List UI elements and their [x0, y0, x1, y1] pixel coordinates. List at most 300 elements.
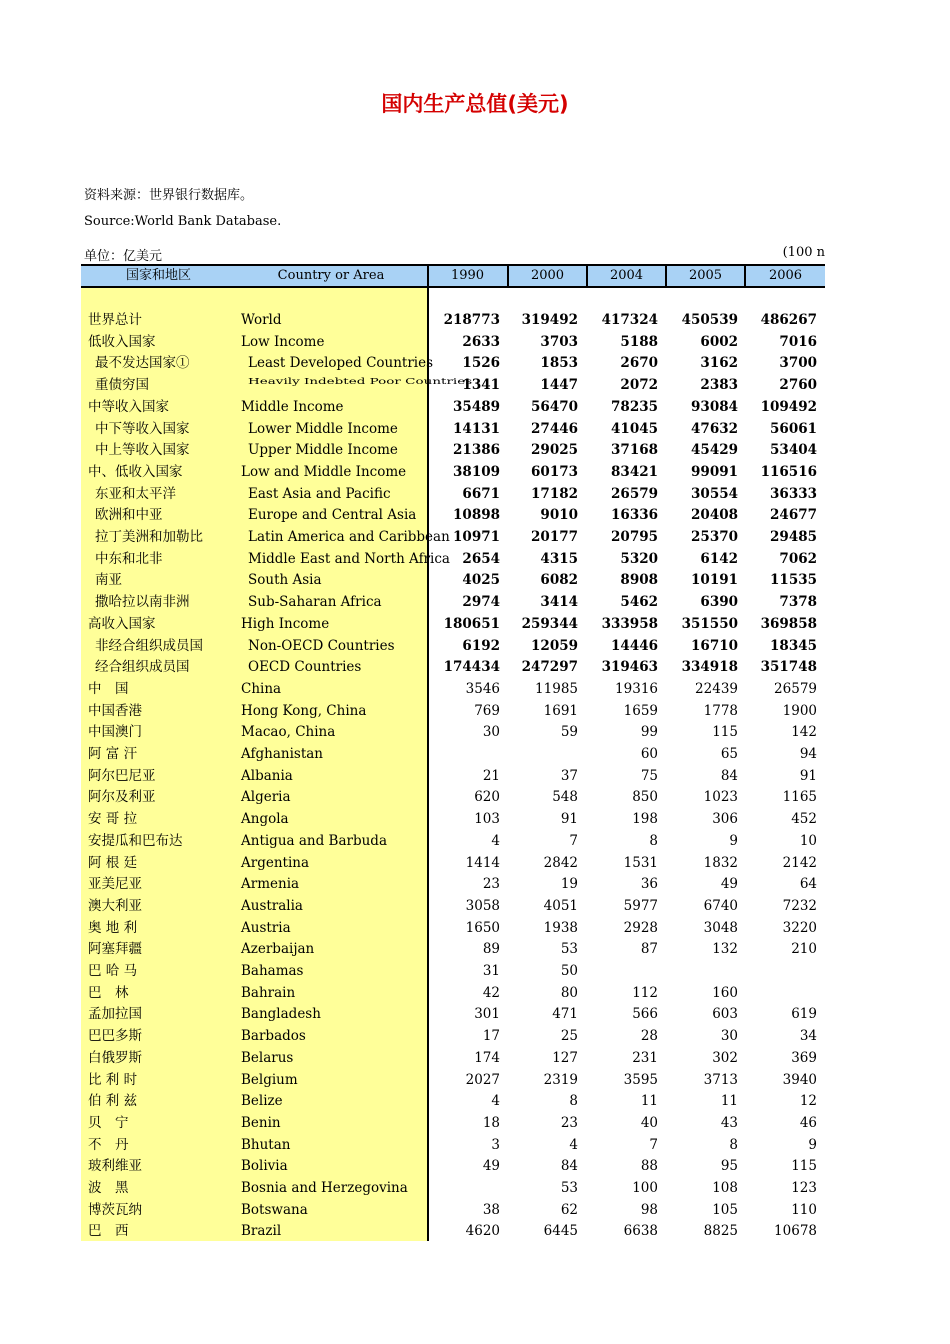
row-name-en: Belgium — [241, 1071, 298, 1088]
row-value-1990: 21386 — [453, 442, 500, 459]
table-row — [81, 831, 825, 852]
row-value-2006: 1165 — [782, 789, 817, 806]
row-value-2004: 100 — [632, 1180, 658, 1196]
row-name-en: Bahrain — [241, 984, 296, 1001]
row-value-2005: 115 — [712, 724, 738, 741]
row-value-2004: 2072 — [620, 377, 658, 394]
row-value-2005: 43 — [720, 1114, 738, 1131]
header-year-2000: 2000 — [530, 268, 565, 283]
row-value-2004: 198 — [632, 811, 658, 828]
table-row — [81, 1178, 825, 1199]
source-cn: 资料来源：世界银行数据库。 — [84, 188, 254, 203]
row-name-cn: 玻利维亚 — [88, 1158, 142, 1175]
row-name-en: Europe and Central Asia — [248, 507, 417, 524]
row-value-1990: 1414 — [465, 854, 500, 871]
row-value-2000: 27446 — [531, 420, 578, 437]
row-name-en: Angola — [241, 811, 289, 828]
row-value-2006: 36333 — [770, 485, 817, 502]
row-name-cn: 中国香港 — [88, 702, 142, 719]
table-row — [81, 310, 825, 331]
row-value-1990: 769 — [474, 702, 500, 719]
table-row — [81, 1200, 825, 1221]
row-value-1990: 49 — [482, 1158, 500, 1175]
row-value-2006: 18345 — [770, 637, 817, 654]
row-value-2004: 7 — [649, 1136, 658, 1153]
row-value-2006: 1900 — [782, 702, 817, 719]
row-value-2005: 1832 — [703, 854, 738, 871]
row-value-2006: 619 — [791, 1006, 817, 1023]
row-value-2005: 334918 — [681, 659, 738, 676]
row-name-cn: 博茨瓦纳 — [88, 1201, 142, 1218]
row-value-1990: 4 — [491, 832, 500, 849]
row-value-2000: 23 — [560, 1114, 578, 1131]
table-row — [81, 701, 825, 722]
row-value-2000: 11985 — [535, 680, 578, 697]
row-value-2006: 7062 — [779, 550, 817, 567]
row-value-2004: 5320 — [620, 550, 658, 567]
table-row — [81, 397, 825, 418]
row-name-en: Azerbaijan — [241, 941, 315, 958]
row-name-cn: 重债穷国 — [95, 377, 149, 394]
row-value-2006: 46 — [799, 1114, 817, 1131]
table-row — [81, 853, 825, 874]
table-row — [81, 1070, 825, 1091]
row-name-en: OECD Countries — [248, 659, 362, 676]
row-name-cn: 中 国 — [88, 680, 129, 697]
row-name-en: Lower Middle Income — [248, 420, 398, 437]
table-row — [81, 939, 825, 960]
row-value-2000: 37 — [560, 767, 578, 784]
row-value-2004: 88 — [640, 1158, 658, 1175]
row-name-cn: 阿尔及利亚 — [88, 789, 156, 806]
row-value-1990: 42 — [482, 984, 500, 1001]
row-value-2004: 112 — [632, 984, 658, 1001]
row-value-2005: 6142 — [700, 550, 738, 567]
row-value-2005: 22439 — [695, 680, 738, 697]
row-value-2000: 56470 — [531, 398, 578, 415]
row-value-2006: 115 — [791, 1158, 817, 1175]
row-value-2000: 1938 — [543, 919, 578, 936]
row-value-2004: 87 — [640, 941, 658, 958]
row-value-2004: 78235 — [611, 398, 658, 415]
row-value-1990: 2027 — [465, 1071, 500, 1088]
row-name-en: Benin — [241, 1114, 281, 1131]
row-name-cn: 白俄罗斯 — [88, 1049, 142, 1066]
row-value-2000: 20177 — [531, 529, 578, 545]
row-value-1990: 4 — [491, 1093, 500, 1110]
row-value-2006: 34 — [799, 1028, 817, 1045]
row-value-2006: 9 — [808, 1136, 817, 1153]
row-value-2005: 6740 — [703, 897, 738, 914]
row-value-2006: 369 — [791, 1049, 817, 1066]
row-name-cn: 安 哥 拉 — [88, 811, 138, 828]
row-value-2000: 2842 — [543, 854, 578, 871]
row-value-2006: 10 — [799, 832, 817, 849]
row-value-2000: 548 — [552, 789, 578, 806]
row-name-cn: 比 利 时 — [88, 1071, 138, 1088]
row-value-2005: 8 — [729, 1136, 738, 1153]
table-row — [81, 657, 825, 678]
row-name-en: Botswana — [241, 1201, 308, 1218]
row-name-cn: 经合组织成员国 — [95, 659, 190, 676]
row-name-cn: 中东和北非 — [95, 550, 163, 567]
row-value-2000: 80 — [560, 984, 578, 1001]
row-value-2005: 132 — [712, 941, 738, 958]
row-value-2006: 7016 — [779, 333, 817, 350]
row-value-2004: 37168 — [611, 442, 658, 459]
row-name-cn: 最不发达国家① — [95, 355, 190, 372]
row-value-2000: 53 — [560, 941, 578, 958]
row-name-en: East Asia and Pacific — [248, 485, 391, 502]
table-row — [81, 1026, 825, 1047]
table-row — [81, 961, 825, 982]
row-value-2000: 19 — [560, 876, 578, 893]
row-name-cn: 巴巴多斯 — [88, 1028, 142, 1045]
row-name-cn: 阿尔巴尼亚 — [88, 767, 156, 784]
row-name-en: Low and Middle Income — [241, 463, 407, 480]
row-value-2004: 1531 — [623, 854, 658, 871]
row-value-2005: 49 — [720, 876, 738, 893]
row-value-1990: 180651 — [443, 615, 500, 632]
row-value-2006: 11535 — [770, 572, 817, 589]
row-name-cn: 阿 根 廷 — [88, 854, 138, 871]
row-value-2000: 3703 — [540, 333, 578, 350]
row-value-2005: 11 — [720, 1093, 738, 1110]
row-value-1990: 4620 — [465, 1223, 500, 1240]
row-value-2005: 1778 — [703, 702, 738, 719]
header-year-2005: 2005 — [688, 268, 723, 283]
row-value-1990: 18 — [482, 1114, 500, 1131]
row-value-2006: 2142 — [782, 854, 817, 871]
row-value-2005: 6390 — [700, 594, 738, 611]
row-value-2005: 3048 — [703, 919, 738, 936]
row-name-cn: 中上等收入国家 — [95, 442, 190, 459]
row-name-cn: 非经合组织成员国 — [95, 637, 203, 654]
table-header — [81, 264, 825, 288]
row-name-cn: 巴 林 — [88, 984, 129, 1001]
row-name-en: Brazil — [241, 1223, 282, 1240]
row-value-2004: 417324 — [601, 312, 658, 328]
row-value-2004: 5462 — [620, 594, 658, 611]
row-name-cn: 高收入国家 — [88, 615, 156, 632]
row-value-2004: 26579 — [611, 485, 658, 502]
row-value-1990: 14131 — [453, 420, 500, 437]
row-value-1990: 30 — [482, 724, 500, 741]
row-value-2000: 9010 — [540, 507, 578, 524]
row-value-2005: 84 — [720, 767, 738, 784]
table-row — [81, 983, 825, 1004]
row-value-2000: 17182 — [531, 485, 578, 502]
row-name-en: Bhutan — [241, 1136, 291, 1153]
table-row — [81, 592, 825, 613]
row-value-1990: 38109 — [453, 463, 500, 480]
row-value-2005: 2383 — [700, 377, 738, 394]
row-name-en: Middle East and North Africa — [248, 550, 450, 567]
row-value-1990: 103 — [474, 811, 500, 828]
row-name-en: Bahamas — [241, 963, 304, 979]
row-value-2006: 210 — [791, 941, 817, 958]
row-value-2000: 1691 — [543, 702, 578, 719]
row-value-2005: 1023 — [703, 789, 738, 806]
unit-en: (100 n — [782, 245, 825, 260]
row-value-2006: 369858 — [760, 615, 817, 632]
row-value-2004: 83421 — [611, 463, 658, 480]
row-value-1990: 35489 — [453, 398, 500, 415]
table-row — [81, 419, 825, 440]
row-value-2000: 6445 — [543, 1223, 578, 1240]
row-name-cn: 东亚和太平洋 — [95, 485, 176, 502]
row-name-en: Belize — [241, 1093, 283, 1110]
table-row — [81, 484, 825, 505]
row-value-1990: 1341 — [462, 377, 500, 394]
row-value-1990: 4025 — [462, 572, 500, 589]
row-name-cn: 波 黑 — [88, 1180, 129, 1196]
row-value-2005: 160 — [712, 984, 738, 1001]
row-value-2004: 11 — [640, 1093, 658, 1110]
header-country-en: Country or Area — [277, 268, 385, 283]
row-value-2004: 5977 — [623, 897, 658, 914]
row-value-1990: 17 — [482, 1028, 500, 1045]
row-value-2000: 3414 — [540, 594, 578, 611]
table-row — [81, 462, 825, 483]
row-value-2000: 2319 — [543, 1071, 578, 1088]
row-value-2000: 6082 — [540, 572, 578, 589]
row-value-2005: 25370 — [691, 529, 738, 545]
row-name-en: Heavily Indebted Poor Countries — [248, 376, 473, 387]
row-value-2004: 16336 — [611, 507, 658, 524]
header-year-1990: 1990 — [450, 268, 485, 283]
row-value-2006: 116516 — [760, 463, 817, 480]
row-name-en: Antigua and Barbuda — [241, 832, 387, 849]
row-value-2000: 91 — [560, 811, 578, 828]
row-value-2006: 64 — [799, 876, 817, 893]
row-value-2005: 65 — [720, 746, 738, 762]
row-value-1990: 2974 — [462, 594, 500, 611]
row-value-2000: 50 — [560, 963, 578, 979]
row-name-en: Bosnia and Herzegovina — [241, 1180, 408, 1196]
row-value-2004: 2928 — [623, 919, 658, 936]
row-name-en: World — [241, 312, 282, 328]
row-name-en: China — [241, 680, 282, 697]
row-name-en: Low Income — [241, 333, 325, 350]
row-value-2006: 7232 — [782, 897, 817, 914]
row-value-2006: 486267 — [760, 312, 817, 328]
table-row — [81, 874, 825, 895]
table-row — [81, 1048, 825, 1069]
row-value-2006: 2760 — [779, 377, 817, 394]
table-row — [81, 1221, 825, 1241]
row-value-2004: 20795 — [611, 529, 658, 545]
row-value-2000: 8 — [569, 1093, 578, 1110]
row-value-2004: 2670 — [620, 355, 658, 372]
table-row — [81, 918, 825, 939]
row-value-2004: 5188 — [620, 333, 658, 350]
row-name-cn: 亚美尼亚 — [88, 876, 142, 893]
row-value-2005: 9 — [729, 832, 738, 849]
row-value-2005: 93084 — [691, 398, 738, 415]
row-value-2006: 12 — [799, 1093, 817, 1110]
row-name-en: Albania — [241, 767, 293, 784]
row-value-2006: 56061 — [770, 420, 817, 437]
row-name-cn: 中国澳门 — [88, 724, 142, 741]
row-value-1990: 6671 — [462, 485, 500, 502]
row-value-2005: 10191 — [691, 572, 738, 589]
row-value-2000: 471 — [552, 1006, 578, 1023]
header-year-2006: 2006 — [768, 268, 803, 283]
row-value-2005: 450539 — [681, 312, 738, 328]
table-row — [81, 1135, 825, 1156]
table-row — [81, 332, 825, 353]
table-row — [81, 527, 825, 548]
row-value-2004: 99 — [640, 724, 658, 741]
row-value-2000: 259344 — [521, 615, 578, 632]
row-value-2000: 12059 — [531, 637, 578, 654]
row-name-cn: 阿 富 汗 — [88, 746, 138, 762]
row-value-2005: 351550 — [681, 615, 738, 632]
table-row — [81, 809, 825, 830]
row-name-cn: 奥 地 利 — [88, 919, 138, 936]
row-name-en: Latin America and Caribbean — [248, 529, 450, 545]
row-value-2004: 333958 — [601, 615, 658, 632]
row-value-2004: 60 — [640, 746, 658, 762]
row-value-2005: 108 — [712, 1180, 738, 1196]
row-value-2005: 16710 — [691, 637, 738, 654]
row-name-cn: 澳大利亚 — [88, 897, 142, 914]
row-value-2005: 20408 — [691, 507, 738, 524]
row-value-2000: 4315 — [540, 550, 578, 567]
row-value-2004: 1659 — [623, 702, 658, 719]
row-name-en: Belarus — [241, 1049, 294, 1066]
source-en: Source:World Bank Database. — [84, 214, 282, 229]
row-value-1990: 620 — [474, 789, 500, 806]
table-row — [81, 1156, 825, 1177]
row-name-en: Sub-Saharan Africa — [248, 594, 382, 611]
row-name-en: Bangladesh — [241, 1006, 321, 1023]
row-value-2006: 142 — [791, 724, 817, 741]
row-value-2004: 231 — [632, 1049, 658, 1066]
row-value-2005: 8825 — [703, 1223, 738, 1240]
row-value-2000: 59 — [560, 724, 578, 741]
row-name-cn: 伯 利 兹 — [88, 1093, 138, 1110]
row-name-en: High Income — [241, 615, 330, 632]
row-value-2000: 62 — [560, 1201, 578, 1218]
row-name-en: Bolivia — [241, 1158, 288, 1175]
row-name-cn: 欧洲和中亚 — [95, 507, 163, 524]
table-row — [81, 570, 825, 591]
row-value-1990: 1526 — [462, 355, 500, 372]
row-value-2005: 99091 — [691, 463, 738, 480]
row-value-2006: 26579 — [774, 680, 817, 697]
row-value-2006: 452 — [791, 811, 817, 828]
row-value-2006: 109492 — [760, 398, 817, 415]
table-row — [81, 614, 825, 635]
row-value-2004: 19316 — [615, 680, 658, 697]
row-value-1990: 38 — [482, 1201, 500, 1218]
row-value-1990: 3058 — [465, 897, 500, 914]
row-value-2004: 41045 — [611, 420, 658, 437]
row-value-2006: 3700 — [779, 355, 817, 372]
row-value-1990: 1650 — [465, 919, 500, 936]
row-value-2005: 603 — [712, 1006, 738, 1023]
table-row — [81, 679, 825, 700]
row-value-1990: 3546 — [465, 680, 500, 697]
row-value-2004: 8908 — [620, 572, 658, 589]
row-name-cn: 孟加拉国 — [88, 1006, 142, 1023]
row-value-1990: 6192 — [462, 637, 500, 654]
row-value-2000: 7 — [569, 832, 578, 849]
row-value-2006: 53404 — [770, 442, 817, 459]
row-name-en: Least Developed Countries — [248, 355, 434, 372]
row-name-cn: 安提瓜和巴布达 — [88, 832, 183, 849]
row-value-1990: 31 — [482, 963, 500, 979]
unit-cn: 单位：亿美元 — [84, 249, 163, 264]
row-value-2004: 6638 — [623, 1223, 658, 1240]
row-value-2005: 302 — [712, 1049, 738, 1066]
row-value-2004: 40 — [640, 1114, 658, 1131]
row-value-1990: 174434 — [443, 659, 500, 676]
row-value-2006: 29485 — [770, 529, 817, 545]
row-value-2006: 351748 — [760, 659, 817, 676]
row-value-2004: 566 — [632, 1006, 658, 1023]
table-row — [81, 440, 825, 461]
row-name-en: Barbados — [241, 1028, 306, 1045]
header-country-cn: 国家和地区 — [125, 268, 191, 283]
table-row — [81, 1091, 825, 1112]
row-name-cn: 低收入国家 — [88, 333, 156, 350]
row-value-2000: 319492 — [521, 312, 578, 328]
table-row — [81, 375, 825, 396]
row-value-2004: 3595 — [623, 1071, 658, 1088]
row-value-2005: 6002 — [700, 333, 738, 350]
data-table — [81, 264, 825, 1241]
row-name-cn: 中等收入国家 — [88, 398, 169, 415]
row-value-2005: 3713 — [703, 1071, 738, 1088]
row-name-en: Middle Income — [241, 398, 344, 415]
row-value-2000: 4 — [569, 1136, 578, 1153]
row-name-en: Upper Middle Income — [248, 442, 398, 459]
row-name-cn: 南亚 — [95, 572, 122, 589]
row-name-en: Argentina — [241, 854, 310, 871]
table-row — [81, 1113, 825, 1134]
row-value-2004: 28 — [640, 1028, 658, 1045]
row-name-en: Non-OECD Countries — [248, 637, 395, 654]
row-name-cn: 不 丹 — [88, 1136, 129, 1153]
row-value-1990: 10971 — [453, 529, 500, 545]
row-name-en: South Asia — [248, 572, 322, 589]
row-value-1990: 218773 — [443, 312, 500, 328]
row-name-cn: 撒哈拉以南非洲 — [95, 594, 190, 611]
row-value-1990: 2654 — [462, 550, 500, 567]
row-name-cn: 拉丁美洲和加勒比 — [95, 529, 203, 545]
row-name-en: Algeria — [241, 789, 291, 806]
row-name-cn: 阿塞拜疆 — [88, 941, 142, 958]
row-value-2004: 36 — [640, 876, 658, 893]
row-value-1990: 2633 — [462, 333, 500, 350]
row-value-2000: 247297 — [521, 659, 578, 676]
row-value-2006: 3220 — [782, 919, 817, 936]
header-year-2004: 2004 — [609, 268, 644, 283]
row-name-en: Macao, China — [241, 724, 336, 741]
row-value-2000: 127 — [552, 1049, 578, 1066]
table-row — [81, 744, 825, 765]
row-value-2000: 4051 — [543, 897, 578, 914]
row-name-cn: 巴 西 — [88, 1223, 129, 1240]
table-row — [81, 636, 825, 657]
row-value-2005: 30554 — [691, 485, 738, 502]
row-value-2005: 306 — [712, 811, 738, 828]
row-value-2006: 7378 — [779, 594, 817, 611]
row-value-1990: 21 — [482, 767, 500, 784]
